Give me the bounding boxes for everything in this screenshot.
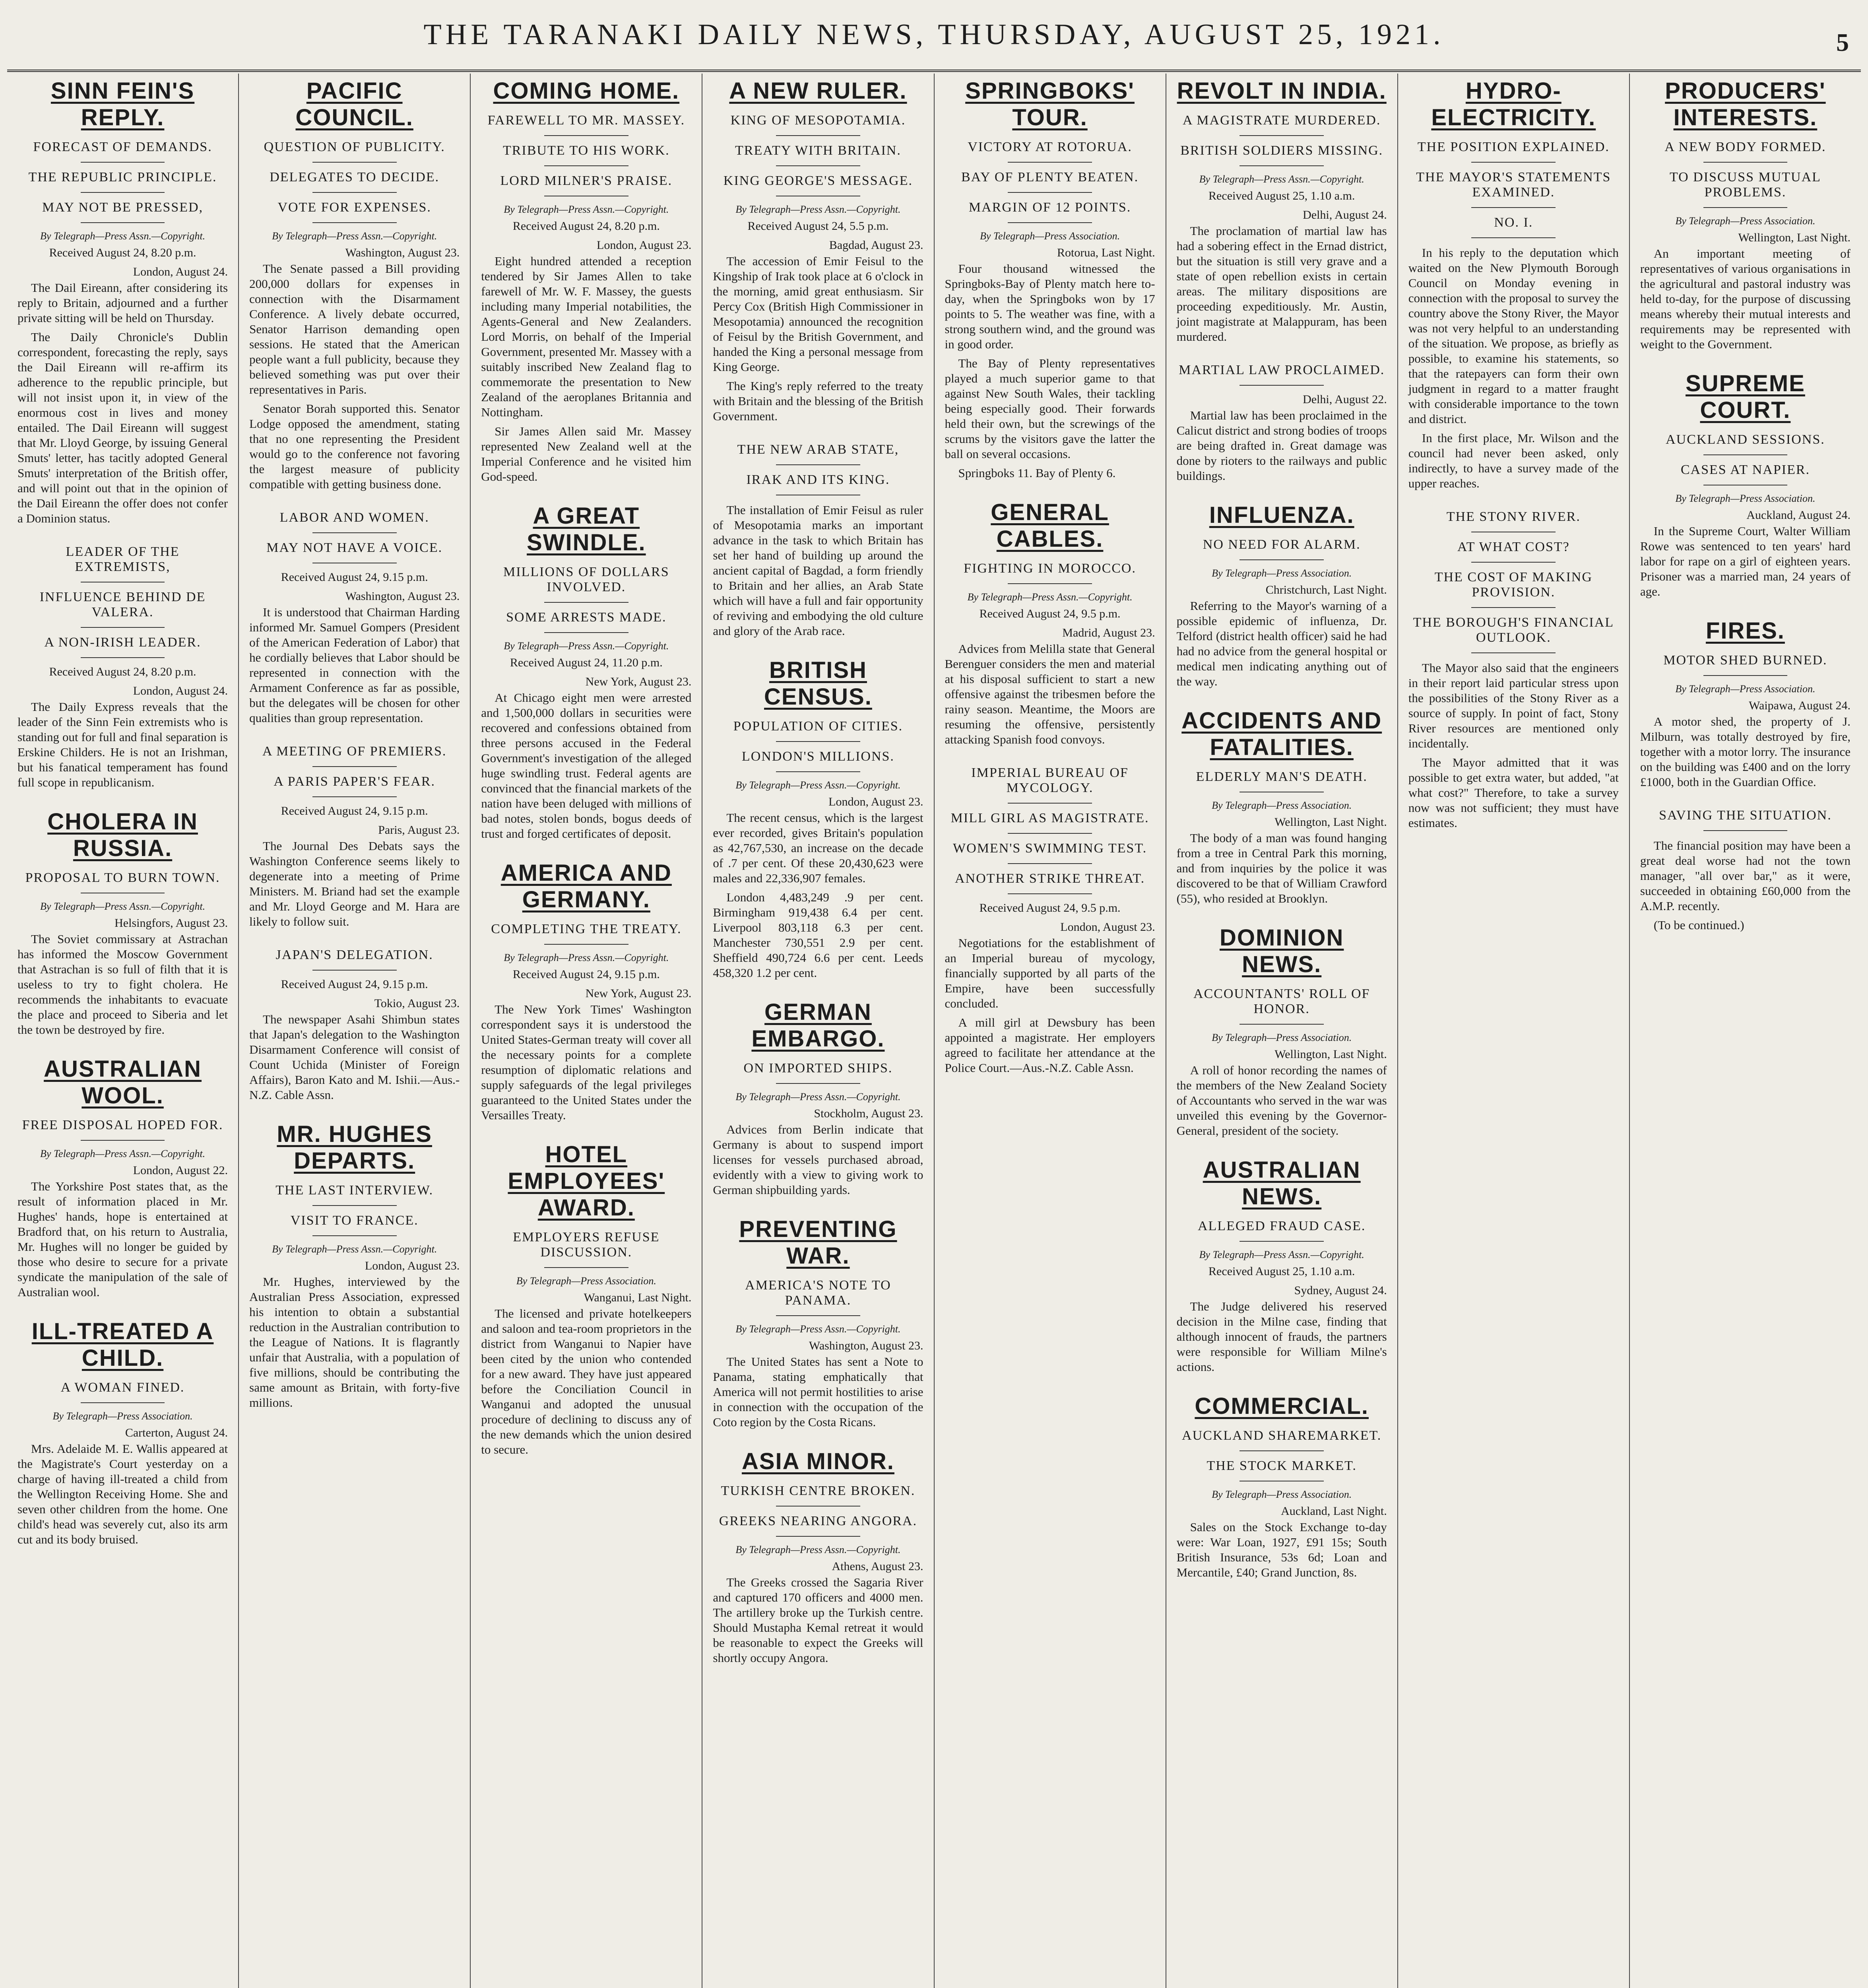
- article-headline: ASIA MINOR.: [741, 1448, 894, 1474]
- article-headline: A NEW RULER.: [729, 78, 907, 104]
- article-paragraph: The Greeks crossed the Sagaria River and captured 170 officers and 4000 men. The artillery broke up the Turkish centre. Should Mustapha Kemal retreat it would be reasonable to expect the Greeks will shortly occupy Angora.: [713, 1575, 923, 1665]
- article-received: Received August 24, 9.15 p.m.: [281, 978, 428, 991]
- article-subheading: COMPLETING THE TREATY.: [481, 922, 691, 945]
- article-paragraph: London 4,483,249 .9 per cent. Birmingham 919,438 6.4 per cent. Liverpool 803,118 6.3 per cent. Manchester 730,551 2.9 per cent. Sheffield 490,724 6.6 per cent. Leeds 458,320 1.2 per cent.: [713, 890, 923, 980]
- article-headline: HOTEL EMPLOYEES' AWARD.: [508, 1142, 665, 1221]
- article: [1177, 1157, 1387, 1375]
- article-received: Received August 24, 9.15 p.m.: [281, 804, 428, 817]
- article-credit: By Telegraph—Press Assn.—Copyright.: [735, 1091, 901, 1103]
- article-headline: BRITISH CENSUS.: [764, 657, 872, 710]
- article-credit: By Telegraph—Press Association.: [1675, 683, 1816, 695]
- article-dateline: Rotorua, Last Night.: [1057, 246, 1155, 259]
- article-paragraph: The recent census, which is the largest ever recorded, gives Britain's population as 42,767,530, an increase on the decade of .7 per cent. Of these 20,430,623 were males and 22,336,907 females.: [713, 811, 923, 885]
- article-dateline: Wellington, Last Night.: [1274, 1048, 1387, 1061]
- article-subheading: VICTORY AT ROTORUA.: [945, 140, 1155, 163]
- article-paragraph: The Daily Express reveals that the leader of the Sinn Fein extremists who is standing out for full and final separation is Erskine Childers. He is not an Irishman, but his fanatical temperament has found full scope in republicanism.: [17, 700, 228, 789]
- article: [17, 1318, 228, 1547]
- article-paragraph: Advices from Berlin indicate that Germany is about to suspend import licenses for vessels purchased abroad, evidently with a view to giving work to German shipbuilding yards.: [713, 1122, 923, 1197]
- article-dateline: London, August 23.: [597, 239, 692, 252]
- article-credit: By Telegraph—Press Association.: [1212, 567, 1352, 579]
- masthead-title: THE TARANAKI DAILY NEWS, THURSDAY, AUGUST 25, 1921.: [423, 18, 1445, 51]
- article-credit: By Telegraph—Press Association.: [1675, 215, 1816, 227]
- column-1: [7, 74, 239, 1988]
- article-subheading: EMPLOYERS REFUSE DISCUSSION.: [481, 1230, 691, 1268]
- article-subheading: FIGHTING IN MOROCCO.: [945, 561, 1155, 584]
- article-paragraph: Springboks 11. Bay of Plenty 6.: [958, 466, 1116, 480]
- article-paragraph: At Chicago eight men were arrested and 1,500,000 dollars in securities were recovered and confessions obtained from three persons accused in the Federal Government's investigation of the alleged huge swindling trust. Federal agents are convinced that the financial markets of the nation have been deluged with millions of bad notes, stolen bonds, bogus deeds of trust and forged certificates of deposit.: [481, 691, 692, 841]
- columns-container: [7, 74, 1861, 1988]
- article-subheading: LABOR AND WOMEN.: [249, 510, 460, 533]
- article-dateline: Madrid, August 23.: [1062, 626, 1155, 639]
- article-paragraph: Referring to the Mayor's warning of a possible epidemic of influenza, Dr. Telford (district health officer) said he had had no advice from the general hospital or medical men indicating anything out of the way.: [1176, 599, 1387, 688]
- column-8: [1630, 74, 1861, 1988]
- article: [1640, 78, 1851, 352]
- article: [713, 78, 923, 424]
- article-subheading: LONDON'S MILLIONS.: [713, 749, 923, 772]
- column-3: [471, 74, 702, 1988]
- article-subheading: A WOMAN FINED.: [17, 1380, 228, 1403]
- article: [945, 765, 1155, 1076]
- article-subheading: ALLEGED FRAUD CASE.: [1177, 1219, 1387, 1242]
- article-dateline: London, August 23.: [1060, 920, 1155, 934]
- article-paragraph: The New York Times' Washington correspondent says it is understood the United States-German treaty will cover all the necessary points for a complete resumption of diplomatic relations and supply safeguards of the legal privileges guaranteed to the United States under the Versailles Treaty.: [481, 1002, 692, 1122]
- article-dateline: Athens, August 23.: [832, 1560, 923, 1573]
- article: [713, 999, 923, 1198]
- article-headline: MR. HUGHES DEPARTS.: [277, 1121, 432, 1174]
- article-paragraph: The newspaper Asahi Shimbun states that Japan's delegation to the Washington Disarmament Conference will consist of Count Uchida (Minister of Foreign Affairs), Baron Kato and M. Ishii.—Aus.-N.Z. Cable Assn.: [249, 1012, 460, 1102]
- article-dateline: Tokio, August 23.: [374, 997, 460, 1010]
- article-credit: By Telegraph—Press Association.: [52, 1410, 193, 1422]
- article-subheading: A MAGISTRATE MURDERED.: [1177, 113, 1387, 136]
- article-paragraph: The body of a man was found hanging from a tree in Central Park this morning, and from inquiries by the police it was discovered to be that of William Crawford (55), who resided at Brooklyn.: [1176, 831, 1387, 905]
- article-subheading: THE STONY RIVER.: [1408, 509, 1619, 532]
- article-credit: By Telegraph—Press Assn.—Copyright.: [735, 204, 901, 215]
- article: [17, 808, 228, 1037]
- article-paragraph: In the first place, Mr. Wilson and the council had never been asked, only indirectly, to have a survey made of the upper reaches.: [1408, 431, 1619, 490]
- article-dateline: Waipawa, August 24.: [1749, 699, 1851, 712]
- article-dateline: Carterton, August 24.: [125, 1426, 228, 1439]
- article-headline: PACIFIC COUNCIL.: [295, 78, 413, 130]
- article-received: Received August 24, 9.15 p.m.: [281, 571, 428, 584]
- article-subheading: THE COST OF MAKING PROVISION.: [1408, 570, 1619, 608]
- article: [481, 78, 691, 484]
- article-subheading: TRIBUTE TO HIS WORK.: [481, 143, 691, 166]
- article-credit: By Telegraph—Press Assn.—Copyright.: [272, 230, 437, 242]
- article-subheading: THE BOROUGH'S FINANCIAL OUTLOOK.: [1408, 615, 1619, 653]
- article-received: Received August 24, 11.20 p.m.: [510, 656, 663, 669]
- article-headline: SUPREME COURT.: [1686, 371, 1805, 423]
- article-paragraph: It is understood that Chairman Harding informed Mr. Samuel Gompers (President of the American Federation of Labor) that he cordially believes that Labor should be represented in connection with the Armament Conference as far as possible, but the delegates will be chosen for other qualities than group representation.: [249, 605, 460, 725]
- article-paragraph: An important meeting of representatives of various organisations in the agricultural and pastoral industry was held to-day, for the purpose of discussing means whereby their mutual interests and requirements may be represented with weight to the Government.: [1640, 247, 1851, 351]
- article-subheading: LORD MILNER'S PRAISE.: [481, 173, 691, 196]
- article-paragraph: The Journal Des Debats says the Washington Conference seems likely to degenerate into a meeting of Prime Ministers. M. Briand had set the example and Mr. Lloyd George and M. Hara are likely to follow suit.: [249, 839, 460, 928]
- article-subheading: TURKISH CENTRE BROKEN.: [713, 1483, 923, 1507]
- article-headline: COMING HOME.: [493, 78, 680, 104]
- article-dateline: London, August 23.: [365, 1259, 460, 1272]
- article-paragraph: The Soviet commissary at Astrachan has informed the Moscow Government that Astrachan is so full of filth that it is useless to try to fight cholera. He recommends the inhabitants to evacuate the place and proceed to Siberia and let the town be destroyed by fire.: [17, 932, 228, 1037]
- article-dateline: Wellington, Last Night.: [1738, 231, 1851, 244]
- article-subheading: AUCKLAND SHAREMARKET.: [1177, 1428, 1387, 1451]
- article-subheading: THE STOCK MARKET.: [1177, 1458, 1387, 1481]
- article: [481, 860, 691, 1123]
- article-headline: REVOLT IN INDIA.: [1177, 78, 1387, 104]
- article-subheading: QUESTION OF PUBLICITY.: [249, 140, 460, 163]
- masthead: [7, 0, 1861, 72]
- article: [1408, 78, 1619, 491]
- article-subheading: AMERICA'S NOTE TO PANAMA.: [713, 1278, 923, 1316]
- article: [249, 744, 460, 929]
- article-subheading: POPULATION OF CITIES.: [713, 719, 923, 742]
- article-paragraph: Mrs. Adelaide M. E. Wallis appeared at the Magistrate's Court yesterday on a charge of having ill-treated a child from the Wellington Receiving Home. She and seven other children from the home. One child's head was severely cut, also its arm cut and its body bruised.: [17, 1442, 228, 1546]
- article-received: Received August 24, 5.5 p.m.: [747, 219, 889, 233]
- article: [249, 510, 460, 726]
- column-7: [1398, 74, 1630, 1988]
- article-dateline: Wellington, Last Night.: [1274, 815, 1387, 829]
- article-dateline: Washington, August 23.: [345, 590, 460, 603]
- article-headline: SPRINGBOKS' TOUR.: [965, 78, 1135, 130]
- article-headline: INFLUENZA.: [1209, 502, 1354, 528]
- article-headline: ACCIDENTS AND FATALITIES.: [1181, 708, 1382, 760]
- article-paragraph: The United States has sent a Note to Panama, stating emphatically that America will not permit hostilities to arise in connection with the occupation of the Coto region by the Costa Ricans.: [713, 1355, 923, 1429]
- article-headline: AUSTRALIAN WOOL.: [44, 1056, 202, 1109]
- article-headline: SINN FEIN'S REPLY.: [50, 78, 195, 130]
- article-paragraph: The Judge delivered his reserved decision in the Milne case, finding that although innocent of frauds, the partners were responsible for William Milne's actions.: [1176, 1299, 1387, 1374]
- article-received: Received August 24, 9.5 p.m.: [979, 607, 1121, 620]
- article-subheading: ELDERLY MAN'S DEATH.: [1177, 769, 1387, 792]
- article-subheading: ACCOUNTANTS' ROLL OF HONOR.: [1177, 986, 1387, 1025]
- article-credit: By Telegraph—Press Association.: [516, 1275, 656, 1287]
- article-headline: GERMAN EMBARGO.: [751, 999, 885, 1052]
- article-headline: HYDRO-ELECTRICITY.: [1431, 78, 1596, 130]
- article: [17, 1056, 228, 1300]
- article-credit: By Telegraph—Press Assn.—Copyright.: [967, 591, 1133, 603]
- article-subheading: MILL GIRL AS MAGISTRATE.: [945, 811, 1155, 834]
- article-headline: A GREAT SWINDLE.: [527, 503, 646, 555]
- article-dateline: Washington, August 23.: [809, 1339, 923, 1352]
- column-6: [1166, 74, 1398, 1988]
- article-received: Received August 25, 1.10 a.m.: [1208, 1265, 1355, 1278]
- column-4: [702, 74, 934, 1988]
- article-headline: CHOLERA IN RUSSIA.: [47, 809, 198, 861]
- article-received: Received August 24, 8.20 p.m.: [49, 665, 196, 678]
- article-received: Received August 24, 9.5 p.m.: [979, 901, 1121, 914]
- article-paragraph: A mill girl at Dewsbury has been appointed a magistrate. Her employers agreed to facilitate her attendance at the Police Court.—Aus.-N.Z. Cable Assn.: [945, 1015, 1155, 1075]
- article-subheading: A NEW BODY FORMED.: [1640, 140, 1851, 163]
- article: [1640, 808, 1851, 933]
- article-subheading: NO NEED FOR ALARM.: [1177, 537, 1387, 560]
- article-dateline: Wanganui, Last Night.: [584, 1291, 692, 1304]
- article: [945, 499, 1155, 747]
- article-paragraph: The Dail Eireann, after considering its reply to Britain, adjourned and a further private sitting will be held on Thursday.: [17, 281, 228, 325]
- article-dateline: Paris, August 23.: [378, 823, 460, 837]
- article-subheading: CASES AT NAPIER.: [1640, 462, 1851, 485]
- article-subheading: WOMEN'S SWIMMING TEST.: [945, 841, 1155, 864]
- article-dateline: Helsingfors, August 23.: [114, 916, 228, 930]
- article-subheading: IRAK AND ITS KING.: [713, 472, 923, 495]
- article-subheading: KING GEORGE'S MESSAGE.: [713, 173, 923, 196]
- article-dateline: New York, August 23.: [585, 987, 692, 1000]
- article-received: Received August 25, 1.10 a.m.: [1208, 189, 1355, 202]
- article-subheading: MARGIN OF 12 POINTS.: [945, 200, 1155, 223]
- article-subheading: SOME ARRESTS MADE.: [481, 610, 691, 633]
- article-paragraph: The licensed and private hotelkeepers and saloon and tea-room proprietors in the district from Wanganui to Napier have been cited by the union who contended for a new award. They have just appeared before the Conciliation Council in Wanganui and adopted the unusual procedure of declining to discuss any of the new demands which the union desired to secure.: [481, 1307, 692, 1456]
- article-credit: By Telegraph—Press Assn.—Copyright.: [40, 901, 206, 912]
- article: [249, 947, 460, 1103]
- article-subheading: A NON-IRISH LEADER.: [17, 635, 228, 658]
- article-subheading: THE POSITION EXPLAINED.: [1408, 140, 1619, 163]
- article-paragraph: The Mayor also said that the engineers in their report laid particular stress upon the possibilities of the Stony River as a source of supply. In point of fact, Stony River resources are mentioned only incidentally.: [1408, 661, 1619, 750]
- article: [1177, 707, 1387, 906]
- article-paragraph: In the Supreme Court, Walter William Rowe was sentenced to ten years' hard labor for rape on a girl of eighteen years. Prisoner was a married man, 24 years of age.: [1640, 524, 1851, 598]
- article-credit: By Telegraph—Press Assn.—Copyright.: [504, 204, 669, 215]
- article-subheading: SAVING THE SITUATION.: [1640, 808, 1851, 831]
- article-subheading: DELEGATES TO DECIDE.: [249, 170, 460, 193]
- article-paragraph: The financial position may have been a great deal worse had not the town manager, "all over bar," as it were, succeeded in obtaining £60,000 from the A.M.P. recently.: [1640, 839, 1851, 913]
- article-subheading: VOTE FOR EXPENSES.: [249, 200, 460, 223]
- article-subheading: INFLUENCE BEHIND DE VALERA.: [17, 590, 228, 628]
- article: [1640, 617, 1851, 790]
- article-credit: By Telegraph—Press Assn.—Copyright.: [735, 1544, 901, 1555]
- article-subheading: TREATY WITH BRITAIN.: [713, 143, 923, 166]
- article-subheading: BRITISH SOLDIERS MISSING.: [1177, 143, 1387, 166]
- article: [1640, 370, 1851, 599]
- article-subheading: GREEKS NEARING ANGORA.: [713, 1514, 923, 1537]
- article-credit: By Telegraph—Press Assn.—Copyright.: [735, 1323, 901, 1335]
- article-paragraph: Advices from Melilla state that General Berenguer considers the men and material at his disposal sufficient to start a new offensive against the tribesmen before the rainy season. Meantime, the Moors are resuming the offensive, persistently attacking Spanish food convoys.: [945, 642, 1155, 746]
- article-credit: By Telegraph—Press Assn.—Copyright.: [504, 640, 669, 652]
- article-dateline: New York, August 23.: [585, 675, 692, 688]
- article-paragraph: The Yorkshire Post states that, as the result of information placed in Mr. Hughes' hands, hope is entertained at Bradford that, on his return to Australia, Mr. Hughes will no longer be guided by those who desire to secure for a private syndicate the manipulation of the sale of Australian wool.: [17, 1179, 228, 1299]
- article-paragraph: In his reply to the deputation which waited on the New Plymouth Borough Council on Monday evening in connection with the proposal to survey the country above the Stony River, the Mayor was not very helpful to an understanding of the situation. We propose, as briefly as possible, to examine his statements, so that the ratepayers can form their own judgment in regard to a matter fraught with considerable importance to the town and district.: [1408, 246, 1619, 426]
- article-headline: PREVENTING WAR.: [739, 1216, 897, 1269]
- article: [249, 78, 460, 492]
- article-headline: AMERICA AND GERMANY.: [500, 860, 672, 912]
- article-paragraph: The proclamation of martial law has had a sobering effect in the Ernad district, but the situation is still very grave and a state of open rebellion exists in certain areas. The military dispositions are proceeding expeditiously. Mr. Austin, joint magistrate at Malappuram, has been murdered.: [1176, 224, 1387, 344]
- article-subheading: IMPERIAL BUREAU OF MYCOLOGY.: [945, 765, 1155, 804]
- article-subheading: LEADER OF THE EXTREMISTS,: [17, 544, 228, 582]
- article-paragraph: Four thousand witnessed the Springboks-Bay of Plenty match here to-day, when the Springboks won by 17 points to 5. The weather was fine, with a strong southern wind, and the ground was in good order.: [945, 262, 1155, 351]
- article-dateline: Washington, August 23.: [345, 246, 460, 259]
- article-paragraph: Sir James Allen said Mr. Massey represented New Zealand well at the Imperial Conference and he visited him God-speed.: [481, 424, 692, 483]
- article-paragraph: A motor shed, the property of J. Milburn, was totally destroyed by fire, together with a motor lorry. The insurance on the building was £400 and on the lorry £1000, both in the Guardian Office.: [1640, 714, 1851, 789]
- article-headline: AUSTRALIAN NEWS.: [1203, 1157, 1361, 1209]
- article-paragraph: The Bay of Plenty representatives played a much superior game to that against New South Wales, their tackling being especially good. Their forwards held their own, but the screwings of the scrums by the visitors gave the latter the ball on several occasions.: [945, 356, 1155, 461]
- article-dateline: Stockholm, August 23.: [814, 1107, 923, 1120]
- article-dateline: London, August 24.: [133, 265, 228, 278]
- article: [1177, 502, 1387, 689]
- article-subheading: MOTOR SHED BURNED.: [1640, 653, 1851, 676]
- article: [713, 1216, 923, 1430]
- article-subheading: THE NEW ARAB STATE,: [713, 442, 923, 465]
- article-subheading: AUCKLAND SESSIONS.: [1640, 432, 1851, 455]
- article-credit: By Telegraph—Press Association.: [1212, 800, 1352, 811]
- article: [713, 1448, 923, 1666]
- article-dateline: London, August 24.: [133, 684, 228, 697]
- article-subheading: FORECAST OF DEMANDS.: [17, 140, 228, 163]
- article-subheading: VISIT TO FRANCE.: [249, 1213, 460, 1236]
- article-paragraph: A roll of honor recording the names of the members of the New Zealand Society of Accountants who served in the war was unveiled this evening by the Governor-General, president of the society.: [1176, 1063, 1387, 1138]
- article-subheading: A PARIS PAPER'S FEAR.: [249, 774, 460, 797]
- article-received: Received August 24, 9.15 p.m.: [512, 968, 660, 981]
- article-credit: By Telegraph—Press Assn.—Copyright.: [1199, 1249, 1364, 1260]
- article-dateline: Auckland, August 24.: [1746, 509, 1851, 522]
- page-number: 5: [1836, 28, 1849, 56]
- article-subheading: TO DISCUSS MUTUAL PROBLEMS.: [1640, 170, 1851, 208]
- article-subheading: BAY OF PLENTY BEATEN.: [945, 170, 1155, 193]
- article-headline: COMMERCIAL.: [1195, 1393, 1369, 1419]
- article-subheading: ON IMPORTED SHIPS.: [713, 1061, 923, 1084]
- article-subheading: JAPAN'S DELEGATION.: [249, 947, 460, 971]
- article-paragraph: Negotiations for the establishment of an Imperial bureau of mycology, financially supported by all parts of the Empire, have been successfully concluded.: [945, 936, 1155, 1010]
- article-credit: By Telegraph—Press Assn.—Copyright.: [504, 952, 669, 963]
- article-dateline: Sydney, August 24.: [1294, 1284, 1387, 1297]
- article: [1177, 1393, 1387, 1580]
- article-credit: By Telegraph—Press Assn.—Copyright.: [735, 779, 901, 791]
- article: [17, 544, 228, 790]
- article-subheading: MARTIAL LAW PROCLAIMED.: [1177, 363, 1387, 386]
- article-headline: FIRES.: [1705, 618, 1785, 644]
- article-subheading: KING OF MESOPOTAMIA.: [713, 113, 923, 136]
- article-paragraph: The accession of Emir Feisul to the Kingship of Irak took place at 6 o'clock in the morning, amid great enthusiasm. Sir Percy Cox (British High Commissioner in Mesopotamia) announced the recognition of Feisul by the British Government, and handed the King a personal message from King George.: [713, 254, 923, 374]
- article-paragraph: Martial law has been proclaimed in the Calicut district and strong bodies of troops are being drafted in. Great damage was done by rioters to the railways and public buildings.: [1176, 408, 1387, 483]
- article-credit: By Telegraph—Press Association.: [1212, 1032, 1352, 1043]
- article-paragraph: Eight hundred attended a reception tendered by Sir James Allen to take farewell of Mr. W. F. Massey, the guests including many Imperial notabilities, the Agents-General and New Zealanders. Lord Morris, on behalf of the Imperial Government, presented Mr. Massey with a suitably inscribed New Zealand flag to commemorate the presentation to New Zealand of the aeroplanes Britannia and Nottingham.: [481, 254, 692, 419]
- article-dateline: Delhi, August 22.: [1303, 393, 1387, 406]
- article-paragraph: (To be continued.): [1653, 918, 1744, 932]
- article-dateline: Christchurch, Last Night.: [1265, 583, 1387, 596]
- article-subheading: THE REPUBLIC PRINCIPLE.: [17, 170, 228, 193]
- article-dateline: Bagdad, August 23.: [829, 239, 923, 252]
- article: [1408, 509, 1619, 831]
- article-credit: By Telegraph—Press Assn.—Copyright.: [1199, 173, 1364, 185]
- article: [945, 78, 1155, 481]
- article-credit: By Telegraph—Press Assn.—Copyright.: [40, 1148, 206, 1159]
- article-credit: By Telegraph—Press Association.: [980, 230, 1120, 242]
- article-headline: DOMINION NEWS.: [1219, 925, 1344, 977]
- article-subheading: PROPOSAL TO BURN TOWN.: [17, 870, 228, 893]
- article-headline: ILL-TREATED A CHILD.: [31, 1318, 214, 1371]
- article-paragraph: The Daily Chronicle's Dublin correspondent, forecasting the reply, says the Dail Eireann will re-affirm its adherence to the republic principle, but will not insist upon it, in view of the enormous cost in lives and money entailed. The Dail Eireann will suggest that Mr. Lloyd George, by issuing General Smuts' letter, has tacitly adopted General Smuts' interpretation of the British offer, and will point out that in the opinion of the Dail Eireann the offer does not confer a Dominion status.: [17, 330, 228, 525]
- article-credit: By Telegraph—Press Assn.—Copyright.: [40, 230, 206, 242]
- article: [713, 442, 923, 639]
- article-subheading: NO. I.: [1408, 215, 1619, 238]
- article-credit: By Telegraph—Press Assn.—Copyright.: [272, 1243, 437, 1255]
- article-subheading: ANOTHER STRIKE THREAT.: [945, 871, 1155, 894]
- article: [1177, 924, 1387, 1138]
- article-dateline: London, August 22.: [133, 1164, 228, 1177]
- article: [481, 503, 691, 841]
- column-5: [935, 74, 1166, 1988]
- article-subheading: THE LAST INTERVIEW.: [249, 1183, 460, 1206]
- article-subheading: MILLIONS OF DOLLARS INVOLVED.: [481, 565, 691, 603]
- article: [17, 78, 228, 526]
- article-credit: By Telegraph—Press Association.: [1212, 1489, 1352, 1500]
- article-headline: GENERAL CABLES.: [991, 499, 1109, 552]
- article: [481, 1141, 691, 1457]
- article-paragraph: Sales on the Stock Exchange to-day were: War Loan, 1927, £91 15s; South British Insurance, 53s 6d; Loan and Mercantile, £40; Grand Junction, 8s.: [1176, 1520, 1387, 1579]
- article-subheading: MAY NOT HAVE A VOICE.: [249, 540, 460, 563]
- article-subheading: FAREWELL TO MR. MASSEY.: [481, 113, 691, 136]
- article-received: Received August 24, 8.20 p.m.: [512, 219, 660, 233]
- article: [1177, 363, 1387, 483]
- article-paragraph: Senator Borah supported this. Senator Lodge opposed the amendment, stating that no one representing the President would go to the conference not favoring the largest measure of publicity compatible with getting business done.: [249, 402, 460, 491]
- article-subheading: THE MAYOR'S STATEMENTS EXAMINED.: [1408, 170, 1619, 208]
- article-paragraph: The installation of Emir Feisul as ruler of Mesopotamia marks an important advance in the task to which Britain has set her hand of building up around the ancient capital of Bagdad, a form friendly to Britain and her allies, an Arab State which will have a full and fair opportunity of reviving and embodying the old culture and glory of the Arab race.: [713, 503, 923, 638]
- article: [1177, 78, 1387, 344]
- article-paragraph: The King's reply referred to the treaty with Britain and the blessing of the British Government.: [713, 379, 923, 423]
- article: [713, 657, 923, 980]
- article-paragraph: The Mayor admitted that it was possible to get extra water, but added, "at what cost?" Therefore, to take a survey now was not sufficient; they must have estimates.: [1408, 755, 1619, 830]
- article-subheading: A MEETING OF PREMIERS.: [249, 744, 460, 767]
- article-dateline: Auckland, Last Night.: [1281, 1505, 1387, 1518]
- article-dateline: Delhi, August 24.: [1303, 208, 1387, 221]
- article-subheading: FREE DISPOSAL HOPED FOR.: [17, 1118, 228, 1141]
- column-2: [239, 74, 471, 1988]
- article-headline: PRODUCERS' INTERESTS.: [1665, 78, 1826, 130]
- article: [249, 1121, 460, 1410]
- article-subheading: MAY NOT BE PRESSED,: [17, 200, 228, 223]
- article-received: Received August 24, 8.20 p.m.: [49, 246, 196, 259]
- article-dateline: London, August 23.: [828, 795, 923, 808]
- article-paragraph: Mr. Hughes, interviewed by the Australian Press Association, expressed his intention to obtain a substantial reduction in the Australian contribution to the League of Nations. It is flagrantly unfair that Australia, with a population of five millions, should be contributing the same amount as Britain, with forty-five millions.: [249, 1275, 460, 1409]
- article-subheading: AT WHAT COST?: [1408, 540, 1619, 563]
- article-credit: By Telegraph—Press Association.: [1675, 493, 1816, 504]
- article-paragraph: The Senate passed a Bill providing 200,000 dollars for expenses in connection with the Disarmament Conference. A lively debate occurred, Senator Harrison demanding open sessions. He stated that the American people want a full publicity, because they believed something was put over their representatives in Paris.: [249, 262, 460, 396]
